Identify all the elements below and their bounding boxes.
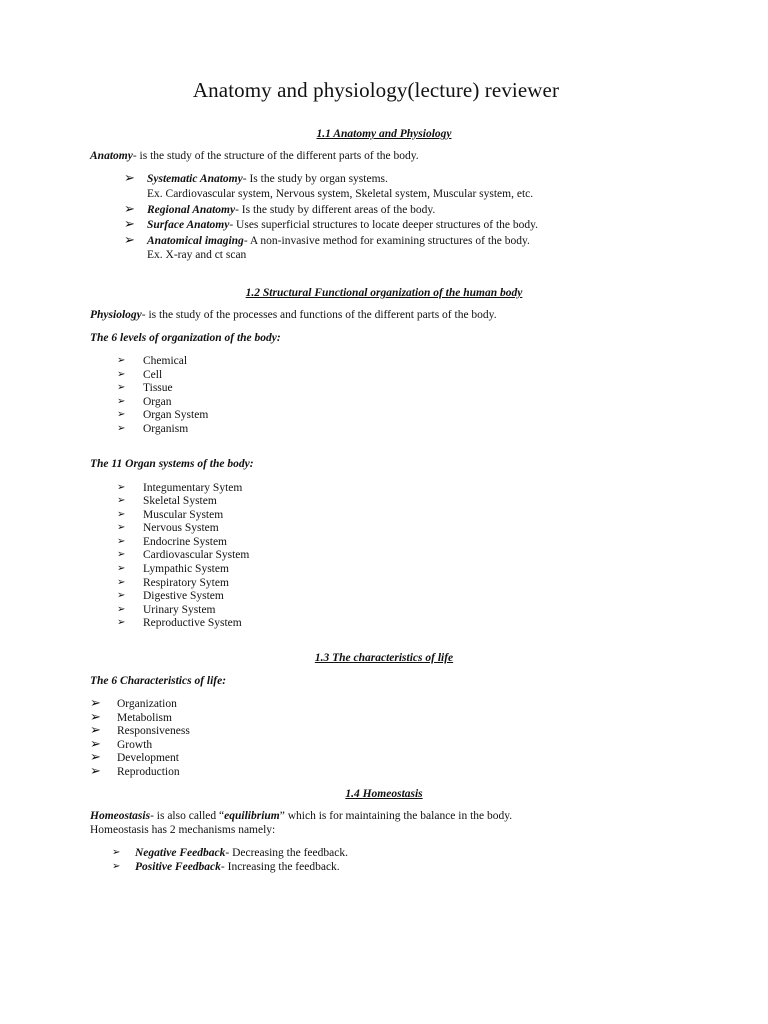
bullet-arrow-icon: ➢ xyxy=(117,423,126,434)
characteristic-label: Reproduction xyxy=(117,766,180,778)
bullet-arrow-icon: ➢ xyxy=(124,171,135,186)
level-label: Organ System xyxy=(143,409,209,421)
characteristic-label: Responsiveness xyxy=(117,725,190,737)
system-label: Skeletal System xyxy=(143,495,217,507)
bullet-arrow-icon: ➢ xyxy=(117,495,126,506)
bullet-arrow-icon: ➢ xyxy=(112,847,121,858)
item-example-text: Ex. Cardiovascular system, Nervous system, Skeletal system, Muscular system, etc. xyxy=(147,188,534,200)
definition-text-part: - is also called “ xyxy=(150,810,225,822)
item-text: - A non-invasive method for examining structures of the body. xyxy=(243,235,530,247)
item-text: - Uses superficial structures to locate deeper structures of the body. xyxy=(229,219,539,231)
level-label: Chemical xyxy=(143,355,188,367)
bullet-arrow-icon: ➢ xyxy=(117,549,126,560)
characteristic-label: Metabolism xyxy=(117,712,172,724)
bullet-arrow-icon: ➢ xyxy=(90,750,101,765)
bullet-arrow-icon: ➢ xyxy=(117,563,126,574)
bullet-arrow-icon: ➢ xyxy=(90,737,101,752)
section-heading-structural-organization: 1.2 Structural Functional organization of the human body xyxy=(245,287,523,299)
bullet-arrow-icon: ➢ xyxy=(117,522,126,533)
section-heading-homeostasis: 1.4 Homeostasis xyxy=(345,788,423,800)
term-regional-anatomy: Regional Anatomy xyxy=(147,204,236,216)
system-label: Muscular System xyxy=(143,509,224,521)
levels-heading: The 6 levels of organization of the body: xyxy=(90,332,281,344)
homeostasis-mechanisms-intro: Homeostasis has 2 mechanisms namely: xyxy=(90,824,276,836)
item-text: - Decreasing the feedback. xyxy=(225,847,348,859)
term-positive-feedback: Positive Feedback xyxy=(135,861,221,873)
bullet-arrow-icon: ➢ xyxy=(117,509,126,520)
bullet-arrow-icon: ➢ xyxy=(124,233,135,248)
item-text: - Is the study by different areas of the body. xyxy=(235,204,436,216)
term-equilibrium: equilibrium xyxy=(224,810,280,822)
term-anatomy: Anatomy xyxy=(90,150,133,162)
homeostasis-definition xyxy=(90,810,690,824)
system-label: Integumentary Sytem xyxy=(143,482,243,494)
bullet-arrow-icon: ➢ xyxy=(117,369,126,380)
system-label: Urinary System xyxy=(143,604,216,616)
system-label: Endocrine System xyxy=(143,536,227,548)
system-label: Respiratory Sytem xyxy=(143,577,229,589)
item-text: - Increasing the feedback. xyxy=(220,861,340,873)
bullet-arrow-icon: ➢ xyxy=(112,861,121,872)
level-label: Organism xyxy=(143,423,189,435)
anatomy-definition xyxy=(90,150,690,164)
system-label: Digestive System xyxy=(143,590,224,602)
bullet-arrow-icon: ➢ xyxy=(117,590,126,601)
term-surface-anatomy: Surface Anatomy xyxy=(147,219,230,231)
term-physiology: Physiology xyxy=(90,309,142,321)
system-label: Reproductive System xyxy=(143,617,242,629)
bullet-arrow-icon: ➢ xyxy=(117,536,126,547)
bullet-arrow-icon: ➢ xyxy=(117,382,126,393)
bullet-arrow-icon: ➢ xyxy=(117,577,126,588)
organ-systems-heading: The 11 Organ systems of the body: xyxy=(90,458,254,470)
bullet-arrow-icon: ➢ xyxy=(90,710,101,725)
characteristic-label: Organization xyxy=(117,698,177,710)
characteristic-label: Growth xyxy=(117,739,153,751)
bullet-arrow-icon: ➢ xyxy=(117,355,126,366)
anatomy-definition-text: - is the study of the structure of the different parts of the body. xyxy=(132,150,419,162)
bullet-arrow-icon: ➢ xyxy=(117,604,126,615)
bullet-arrow-icon: ➢ xyxy=(90,764,101,779)
definition-text-part: ” which is for maintaining the balance in the body. xyxy=(279,810,513,822)
bullet-arrow-icon: ➢ xyxy=(117,482,126,493)
system-label: Nervous System xyxy=(143,522,219,534)
characteristics-heading: The 6 Characteristics of life: xyxy=(90,675,227,687)
bullet-arrow-icon: ➢ xyxy=(117,396,126,407)
level-label: Cell xyxy=(143,369,163,381)
bullet-arrow-icon: ➢ xyxy=(117,409,126,420)
term-anatomical-imaging: Anatomical imaging xyxy=(147,235,244,247)
term-systematic-anatomy: Systematic Anatomy xyxy=(147,173,243,185)
item-text: - Is the study by organ systems. xyxy=(242,173,388,185)
level-label: Organ xyxy=(143,396,172,408)
term-negative-feedback: Negative Feedback xyxy=(135,847,226,859)
term-homeostasis: Homeostasis xyxy=(90,810,151,822)
bullet-arrow-icon: ➢ xyxy=(90,723,101,738)
physiology-definition xyxy=(90,309,690,323)
system-label: Lympathic System xyxy=(143,563,229,575)
section-heading-anatomy-physiology: 1.1 Anatomy and Physiology xyxy=(316,128,452,140)
section-heading-characteristics-of-life: 1.3 The characteristics of life xyxy=(314,652,454,664)
characteristic-label: Development xyxy=(117,752,179,764)
page-title: Anatomy and physiology(lecture) reviewer xyxy=(192,78,560,102)
bullet-arrow-icon: ➢ xyxy=(90,696,101,711)
item-example-text: Ex. X-ray and ct scan xyxy=(147,249,247,261)
bullet-arrow-icon: ➢ xyxy=(124,202,135,217)
physiology-definition-text: - is the study of the processes and functions of the different parts of the body. xyxy=(141,309,497,321)
level-label: Tissue xyxy=(143,382,173,394)
bullet-arrow-icon: ➢ xyxy=(117,617,126,628)
bullet-arrow-icon: ➢ xyxy=(124,217,135,232)
system-label: Cardiovascular System xyxy=(143,549,250,561)
